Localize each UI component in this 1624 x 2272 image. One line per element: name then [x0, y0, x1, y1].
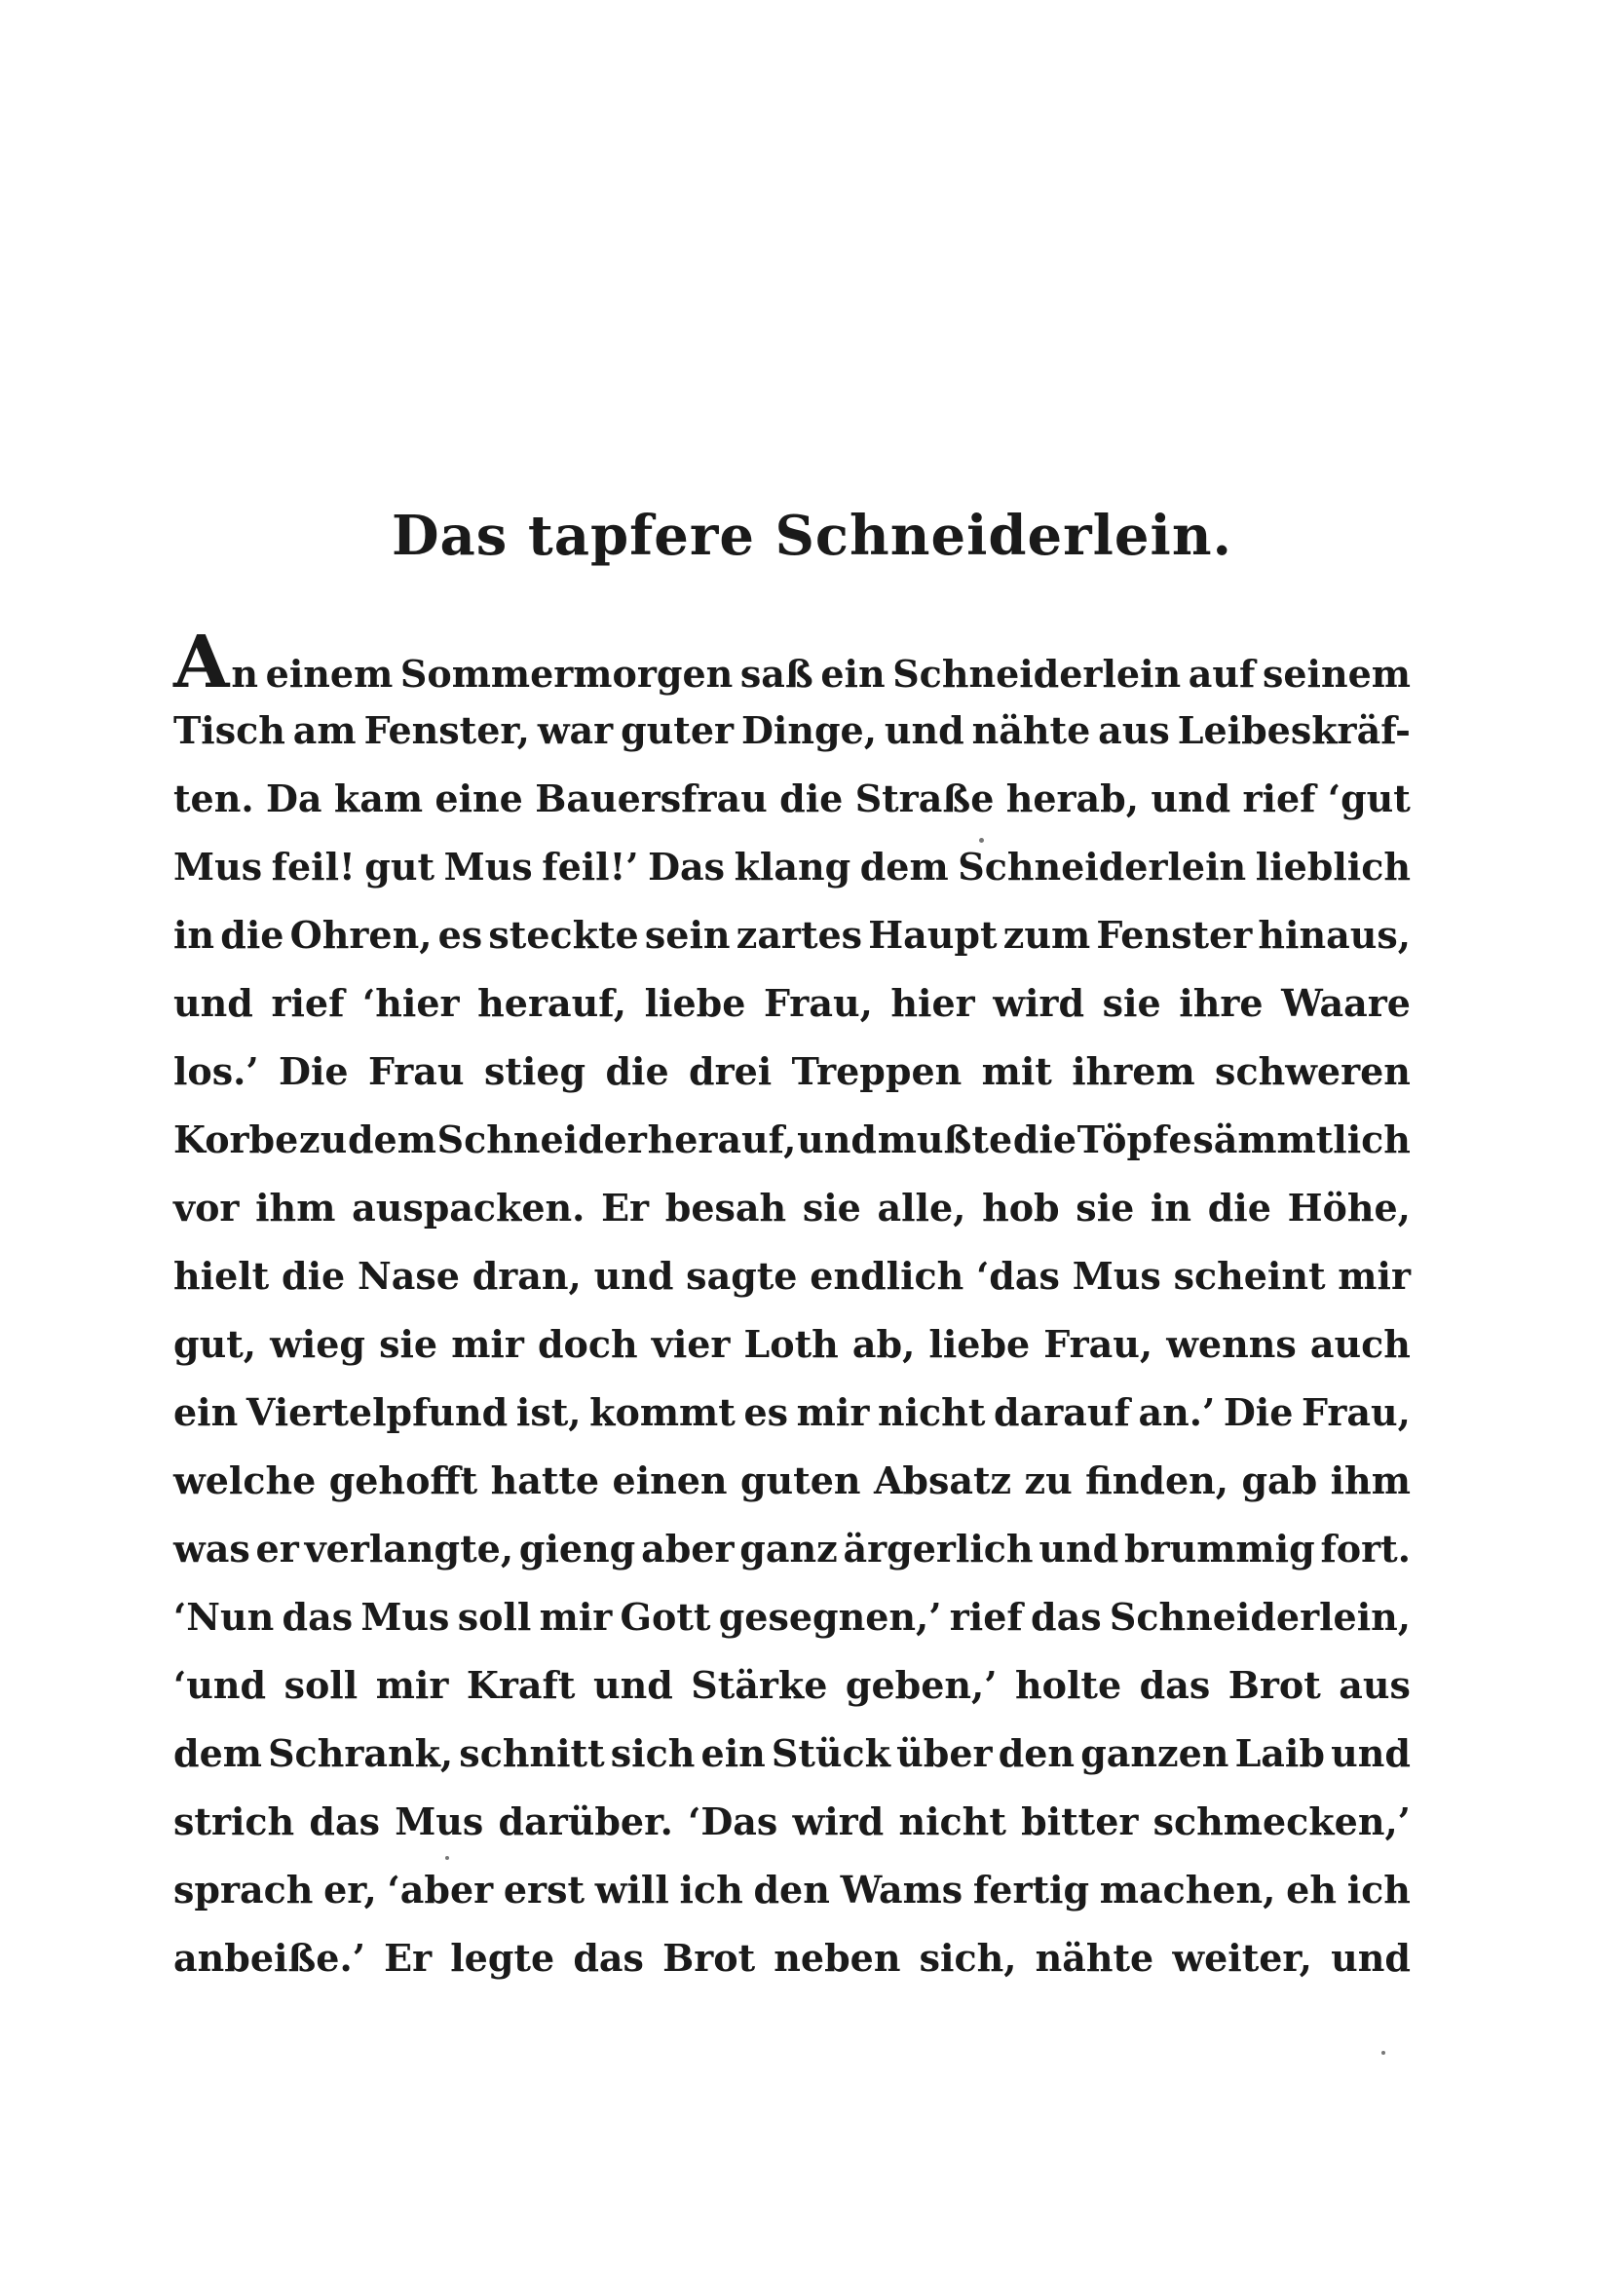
- text-word: ihre: [1179, 981, 1264, 1025]
- paper-speck: [979, 838, 984, 843]
- text-word: ihm: [1330, 1458, 1411, 1502]
- text-word: ärgerlich: [843, 1527, 1034, 1571]
- text-line: [173, 1788, 1411, 1856]
- text-word: drei: [689, 1049, 773, 1093]
- paper-speck: [1381, 2051, 1385, 2055]
- text-word: ‘Nun: [173, 1595, 275, 1639]
- text-word: hinaus,: [1258, 913, 1411, 957]
- text-word: kam: [333, 776, 424, 820]
- text-word: Brot: [662, 1936, 756, 1980]
- text-line: [173, 1379, 1411, 1447]
- text-word: Stärke: [691, 1663, 828, 1707]
- text-word: Da: [265, 776, 322, 820]
- text-word: ein: [820, 652, 886, 696]
- text-word: einen: [612, 1458, 728, 1502]
- text-word: zu: [299, 1117, 348, 1161]
- text-word: nähte: [971, 708, 1091, 752]
- text-word: Frau,: [763, 981, 873, 1025]
- text-word: gieng: [518, 1527, 636, 1571]
- text-word: fort.: [1320, 1527, 1411, 1571]
- text-word: Frau,: [1043, 1322, 1153, 1366]
- text-word: doch: [537, 1322, 638, 1366]
- text-word: Leibeskräf-: [1177, 708, 1411, 752]
- text-word: war: [537, 708, 614, 752]
- text-word: über: [896, 1731, 993, 1775]
- text-word: und: [1331, 1936, 1411, 1980]
- text-word: das: [282, 1595, 354, 1639]
- text-word: Gott: [620, 1595, 711, 1639]
- text-word: alle,: [877, 1186, 966, 1230]
- text-word: liebe: [644, 981, 746, 1025]
- text-word: Er: [384, 1936, 433, 1980]
- text-word: legte: [450, 1936, 555, 1980]
- chapter-title: Das tapfere Schneiderlein.: [391, 504, 1233, 568]
- text-word: ‘und: [173, 1663, 267, 1707]
- text-line: [173, 765, 1411, 833]
- text-word: Ohren,: [289, 913, 433, 957]
- text-word: ihrem: [1072, 1049, 1195, 1093]
- text-word: er: [255, 1527, 299, 1571]
- text-word: die: [605, 1049, 669, 1093]
- text-word: und: [1151, 776, 1231, 820]
- text-word: zum: [1002, 913, 1091, 957]
- text-word: Tisch: [173, 708, 285, 752]
- text-word: soll: [283, 1663, 359, 1707]
- text-word: mußte: [877, 1117, 1013, 1161]
- text-word: auf: [1188, 652, 1256, 696]
- text-word: Schrank,: [268, 1731, 454, 1775]
- text-word: feil!: [271, 845, 356, 889]
- text-line: [173, 1447, 1411, 1515]
- text-word: rief: [271, 981, 345, 1025]
- text-word: Bauersfrau: [535, 776, 768, 820]
- text-word: einem: [265, 652, 394, 696]
- text-word: sie: [802, 1186, 861, 1230]
- text-word: stieg: [483, 1049, 586, 1093]
- text-word: darauf: [994, 1390, 1130, 1434]
- text-line: [173, 969, 1411, 1038]
- text-word: eh: [1286, 1868, 1337, 1912]
- text-word: wenns: [1166, 1322, 1297, 1366]
- text-word: erst: [503, 1868, 585, 1912]
- text-word: sprach: [173, 1868, 314, 1912]
- text-word: lieblich: [1255, 845, 1411, 889]
- text-word: Schneiderlein: [958, 845, 1247, 889]
- text-word: schweren: [1215, 1049, 1411, 1093]
- text-word: nicht: [877, 1390, 986, 1434]
- text-line: [173, 1038, 1411, 1106]
- text-word: dem: [347, 1117, 436, 1161]
- text-word: rief: [949, 1595, 1023, 1639]
- text-line: [173, 1651, 1411, 1720]
- text-word: gesegnen,’: [718, 1595, 942, 1639]
- text-word-rest: n: [231, 652, 259, 696]
- text-word: hatte: [490, 1458, 600, 1502]
- text-word: schnitt: [459, 1731, 605, 1775]
- text-word: aus: [1339, 1663, 1411, 1707]
- text-word: Haupt: [868, 913, 998, 957]
- text-word: Mus: [360, 1595, 450, 1639]
- text-line: [173, 833, 1411, 901]
- text-word: herab,: [1005, 776, 1139, 820]
- text-word: guter: [621, 708, 735, 752]
- text-word: herauf,: [477, 981, 626, 1025]
- text-word: ihm: [255, 1186, 336, 1230]
- text-word: hier: [890, 981, 975, 1025]
- text-word: finden,: [1085, 1458, 1229, 1502]
- text-word: Die: [279, 1049, 349, 1093]
- text-word: aus: [1098, 708, 1170, 752]
- text-word: die: [1207, 1186, 1271, 1230]
- text-word: zartes: [736, 913, 863, 957]
- text-word: was: [173, 1527, 250, 1571]
- text-word: eine: [434, 776, 523, 820]
- text-word: das: [309, 1799, 380, 1843]
- text-word: sie: [379, 1322, 438, 1366]
- text-word: und: [797, 1117, 877, 1161]
- text-word: wieg: [270, 1322, 365, 1366]
- text-word: holte: [1015, 1663, 1122, 1707]
- text-word: Schneiderlein,: [1109, 1595, 1411, 1639]
- text-word: Brot: [1227, 1663, 1321, 1707]
- text-word: in: [1150, 1186, 1192, 1230]
- text-word: Die: [1223, 1390, 1294, 1434]
- text-word: die: [779, 776, 844, 820]
- text-word: in: [173, 913, 215, 957]
- text-word: die: [220, 913, 284, 957]
- text-word: scheint: [1173, 1254, 1326, 1298]
- text-word: bitter: [1021, 1799, 1139, 1843]
- text-word: die: [1012, 1117, 1077, 1161]
- text-word: endlich: [810, 1254, 964, 1298]
- text-word: mir: [375, 1663, 449, 1707]
- text-word: Frau: [367, 1049, 465, 1093]
- text-word: nicht: [898, 1799, 1006, 1843]
- text-word: Mus: [395, 1799, 484, 1843]
- text-word: ten.: [173, 776, 254, 820]
- text-word: hob: [982, 1186, 1060, 1230]
- text-word: fertig: [972, 1868, 1090, 1912]
- text-word: guten: [739, 1458, 861, 1502]
- text-word: ich: [679, 1868, 743, 1912]
- text-word: gut: [364, 845, 435, 889]
- text-word: neben: [774, 1936, 901, 1980]
- text-word: zu: [1024, 1458, 1073, 1502]
- text-word: ich: [1346, 1868, 1411, 1912]
- text-word: herauf,: [647, 1117, 797, 1161]
- text-word: mit: [981, 1049, 1052, 1093]
- text-word: er,: [323, 1868, 377, 1912]
- text-word: darüber.: [498, 1799, 673, 1843]
- text-word: Dinge,: [740, 708, 877, 752]
- text-word: sich: [610, 1731, 696, 1775]
- text-word: Das: [648, 845, 726, 889]
- text-word: sein: [644, 913, 731, 957]
- text-word: wird: [792, 1799, 885, 1843]
- text-line: [173, 1924, 1411, 1992]
- text-word: schmecken,’: [1152, 1799, 1411, 1843]
- text-word: Absatz: [873, 1458, 1012, 1502]
- text-word: aber: [641, 1527, 735, 1571]
- text-word: Wams: [840, 1868, 963, 1912]
- text-word: Frau,: [1302, 1390, 1411, 1434]
- text-word: dem: [173, 1731, 262, 1775]
- text-word: ganz: [739, 1527, 838, 1571]
- text-word: es: [743, 1390, 789, 1434]
- text-word: Töpfe: [1076, 1117, 1192, 1161]
- text-word: dem: [859, 845, 949, 889]
- text-line: [173, 1106, 1411, 1174]
- text-word: Treppen: [791, 1049, 963, 1093]
- paper-speck: [445, 1856, 449, 1860]
- text-line: [173, 1174, 1411, 1242]
- text-word: Mus: [1072, 1254, 1161, 1298]
- text-word: Nase: [357, 1254, 460, 1298]
- text-word: auch: [1309, 1322, 1411, 1366]
- text-word: geben,’: [845, 1663, 998, 1707]
- text-word: besah: [664, 1186, 787, 1230]
- text-word: es: [437, 913, 483, 957]
- text-word: ein: [173, 1390, 239, 1434]
- text-word: machen,: [1099, 1868, 1276, 1912]
- text-word: vier: [651, 1322, 731, 1366]
- text-word: die: [282, 1254, 346, 1298]
- text-word: Viertelpfund: [245, 1390, 509, 1434]
- text-line: [173, 1242, 1411, 1310]
- text-word: nähte: [1035, 1936, 1154, 1980]
- text-word: auspacken.: [352, 1186, 585, 1230]
- text-word: den: [753, 1868, 830, 1912]
- text-word: und: [1039, 1527, 1119, 1571]
- text-word: sich,: [919, 1936, 1017, 1980]
- text-word: und: [1331, 1731, 1411, 1775]
- text-word: rief: [1242, 776, 1316, 820]
- text-word: und: [592, 1663, 673, 1707]
- text-word: will: [594, 1868, 669, 1912]
- text-line: [173, 1515, 1411, 1583]
- text-word: am: [292, 708, 357, 752]
- drop-cap: A: [173, 621, 230, 704]
- text-word: Laib: [1234, 1731, 1325, 1775]
- text-word: los.’: [173, 1049, 259, 1093]
- text-word: strich: [173, 1799, 295, 1843]
- text-word: soll: [457, 1595, 532, 1639]
- text-word: Mus: [173, 845, 263, 889]
- text-line: [173, 1583, 1411, 1651]
- text-word: an.’: [1138, 1390, 1216, 1434]
- text-word: Fenster: [1096, 913, 1253, 957]
- text-word: ein: [700, 1731, 766, 1775]
- text-word: Höhe,: [1287, 1186, 1411, 1230]
- text-word: sie: [1076, 1186, 1135, 1230]
- text-word: sagte: [686, 1254, 798, 1298]
- text-word: ‘das: [976, 1254, 1060, 1298]
- text-word: das: [1139, 1663, 1211, 1707]
- text-line: [173, 621, 1411, 704]
- text-word: den: [998, 1731, 1076, 1775]
- text-word: mir: [1338, 1254, 1411, 1298]
- text-line: [173, 1720, 1411, 1788]
- story-text: [173, 621, 1411, 1992]
- text-word: liebe: [928, 1322, 1031, 1366]
- text-word: dran,: [472, 1254, 582, 1298]
- text-word: feil!’: [542, 845, 639, 889]
- text-line: [173, 901, 1411, 969]
- text-word: sämmtlich: [1192, 1117, 1411, 1161]
- text-line: [173, 1310, 1411, 1379]
- text-word: Mus: [443, 845, 533, 889]
- text-word: und: [173, 981, 253, 1025]
- text-word: und: [593, 1254, 674, 1298]
- text-word: steckte: [488, 913, 639, 957]
- text-word: Loth: [743, 1322, 839, 1366]
- text-word: gut,: [173, 1322, 256, 1366]
- text-word: ab,: [851, 1322, 916, 1366]
- text-word: vor: [173, 1186, 240, 1230]
- text-word: Fenster,: [363, 708, 530, 752]
- text-word: brummig: [1124, 1527, 1315, 1571]
- text-word: gab: [1241, 1458, 1318, 1502]
- text-word: gehofft: [328, 1458, 478, 1502]
- text-word: mir: [539, 1595, 613, 1639]
- text-word: Sommermorgen: [399, 652, 734, 696]
- text-word: Er: [601, 1186, 650, 1230]
- text-word: ist,: [515, 1390, 582, 1434]
- text-word: sie: [1102, 981, 1161, 1025]
- text-word: das: [573, 1936, 644, 1980]
- text-word: kommt: [589, 1390, 736, 1434]
- text-word: hielt: [173, 1254, 270, 1298]
- text-word: mir: [796, 1390, 870, 1434]
- text-word: ganzen: [1080, 1731, 1229, 1775]
- text-word: verlangte,: [304, 1527, 514, 1571]
- text-word: anbeiße.’: [173, 1936, 365, 1980]
- text-word: und: [884, 708, 964, 752]
- text-word: ‘Das: [688, 1799, 778, 1843]
- text-word: ‘hier: [362, 981, 460, 1025]
- text-word: wird: [993, 981, 1085, 1025]
- text-word: ‘aber: [387, 1868, 494, 1912]
- text-word: weiter,: [1172, 1936, 1312, 1980]
- text-word: saß: [739, 652, 813, 696]
- text-word: Kraft: [466, 1663, 576, 1707]
- text-word: mir: [451, 1322, 524, 1366]
- text-word: Schneiderlein: [892, 652, 1182, 696]
- text-word: Schneider: [436, 1117, 647, 1161]
- text-word: Straße: [854, 776, 995, 820]
- text-word: Stück: [771, 1731, 890, 1775]
- text-word: ‘gut: [1327, 776, 1411, 820]
- text-word: Korbe: [173, 1117, 299, 1161]
- text-line: [173, 1856, 1411, 1924]
- text-word: klang: [734, 845, 851, 889]
- text-word: welche: [173, 1458, 317, 1502]
- text-word: Waare: [1281, 981, 1411, 1025]
- text-word: das: [1031, 1595, 1102, 1639]
- text-word: seinem: [1262, 652, 1411, 696]
